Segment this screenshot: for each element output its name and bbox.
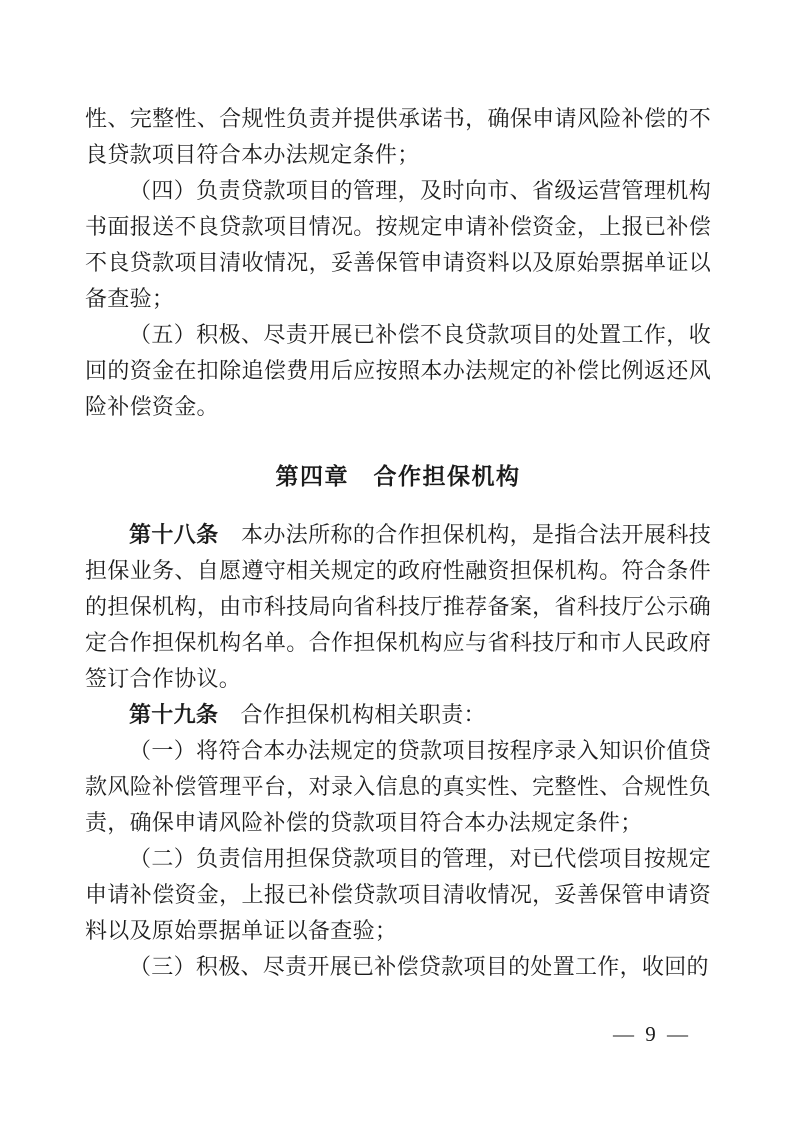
page-number: — 9 — <box>613 1022 691 1046</box>
article-number: 第十九条 <box>129 702 219 727</box>
paragraph: 第十九条 合作担保机构相关职责： <box>129 702 486 727</box>
chapter-heading: 第四章 合作担保机构 <box>275 463 521 489</box>
paragraph: 性、完整性、合规性负责并提供承诺书，确保申请风险补偿的不良贷款项目符合本办法规定条件； <box>85 106 711 167</box>
document-body <box>85 101 711 985</box>
article-number: 第十八条 <box>129 522 219 547</box>
paragraph: （二）负责信用担保贷款项目的管理，对已代偿项目按规定申请补偿资金，上报已补偿贷款项目清收情况，妥善保管申请资料以及原始票据单证以备查验； <box>85 846 711 943</box>
paragraph: （一）将符合本办法规定的贷款项目按程序录入知识价值贷款风险补偿管理平台，对录入信息的真实性、完整性、合规性负责，确保申请风险补偿的贷款项目符合本办法规定条件； <box>85 738 711 835</box>
paragraph: （五）积极、尽责开展已补偿不良贷款项目的处置工作，收回的资金在扣除追偿费用后应按照本办法规定的补偿比例返还风险补偿资金。 <box>85 322 711 419</box>
paragraph: （四）负责贷款项目的管理，及时向市、省级运营管理机构书面报送不良贷款项目情况。按规定申请补偿资金，上报已补偿不良贷款项目清收情况，妥善保管申请资料以及原始票据单证以备查验； <box>85 178 711 311</box>
paragraph: （三）积极、尽责开展已补偿贷款项目的处置工作，收回的 <box>129 954 709 979</box>
paragraph: 第十八条 本办法所称的合作担保机构，是指合法开展科技担保业务、自愿遵守相关规定的政府性融资担保机构。符合条件的担保机构，由市科技局向省科技厅推荐备案，省科技厅公示确定合作担保机构名单。合作担保机构应与省科技厅和市人民政府签订合作协议。 <box>85 522 712 691</box>
